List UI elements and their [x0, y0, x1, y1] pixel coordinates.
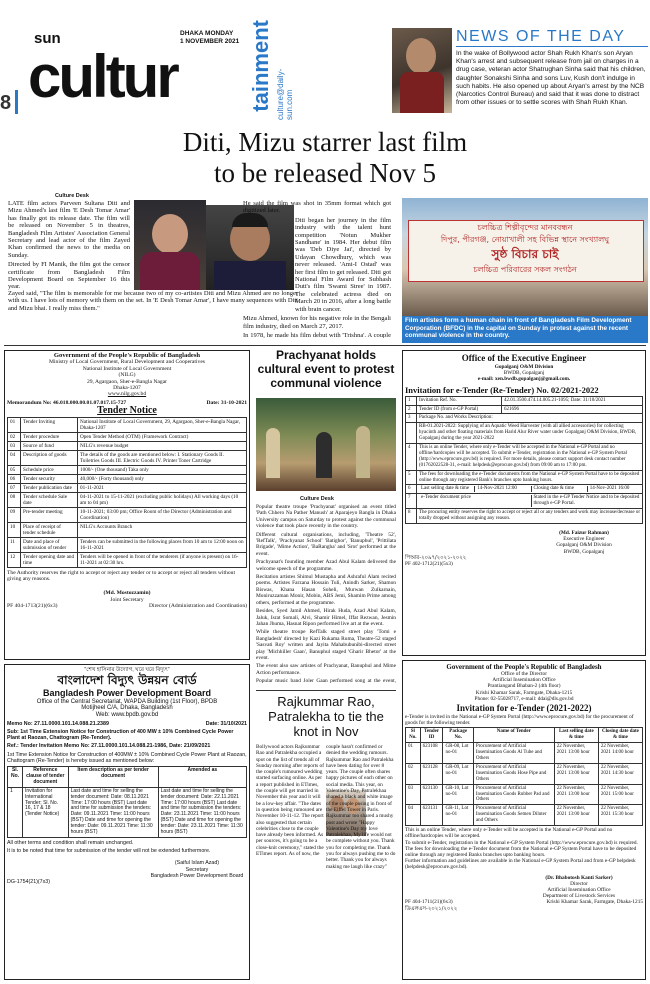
table-row [406, 405, 643, 414]
table-row [406, 509, 643, 524]
row-number: 04 [8, 450, 21, 465]
table-cell: GR-11, Lot no-01 [443, 805, 473, 826]
ai-signer-org1: Artificial Insemination Office [547, 886, 611, 893]
ai-intro: e-Tender is invited in the National e-GP System Portal (http://www.eprocure.gov.bd) for the procurement of goods for the following tender. [405, 714, 634, 727]
table-cell: Procurement of Artificial Insemination Goods Al Tube and Others [473, 743, 554, 764]
lead-headline [30, 127, 620, 189]
page-number: 8 [0, 92, 12, 114]
table-cell: 623128 [420, 763, 443, 784]
row-value: NILG's revenue budget [78, 441, 247, 450]
table-cell: Procurement of Artificial Insemination Goods Hose Pipe and Others [473, 763, 554, 784]
ai-p2: To submit e-Tender, registration in the National e-GP System Portal (http://www.eprocure.gov.bd) is required. [405, 839, 638, 846]
bwdb-signer-role: Executive Engineer [563, 536, 605, 543]
row-label: Tender schedule Sale date [21, 492, 78, 507]
row-label: Tender procedure [21, 432, 78, 441]
date-cell: Last selling date & time [421, 486, 470, 492]
row-number: 1 [406, 396, 417, 405]
table-cell: 1 [8, 787, 23, 837]
lead-col2-p1: He said the film was shot in 35mm format which got digitized later. [243, 200, 391, 215]
table-row [8, 441, 247, 450]
prachyanat-p8: Popular music band Joler Gaan performed song at the event, [256, 678, 396, 684]
nilg-table [7, 417, 247, 568]
table-row [406, 784, 643, 805]
bpdb-addr: Motijheel C/A, Dhaka, Bangladesh [81, 705, 173, 712]
rajkummar-col2: couple hasn't confirmed or denied the wedding rumours. Rajkummar Rao and Patralekha have been dating for over 8 years. The couple often shares happy pictures of each other on social media. This year, on Valentine's Day, Patralekhaa shared a black and white image of the couple posing in front of the Eiffel Tower in Paris. Rajkummar too shared a mushy post and wrote "Happy Valentine's Day my love Patralekhaa, My life would not be complete without you. Thank you for completing me. Thank you for always pushing me to do better. Thank you for always making me laugh like crazy" [326, 744, 396, 870]
banner-line4: চলচ্চিত্র পরিবারের সকল সংগঠন [473, 265, 577, 274]
news-of-day-title: NEWS OF THE DAY [456, 28, 626, 45]
table-cell: Procurement of Artificial Insemination Goods Semen Diluter and Others [473, 805, 554, 826]
row-value: The procuring entity reserves the right to accept or reject all or any tenders and work may increase/decrease or totally dropped without assigning any reason. [417, 509, 643, 524]
row-number: 3 [406, 414, 417, 423]
bwdb-heading: Invitation for e-Tender (Re-Tender) No. 02/2021-2022 [405, 384, 599, 395]
column-header: Item description as per tender document [68, 767, 158, 788]
table-cell: GR-08, Lot no-01 [443, 743, 473, 764]
row-label: Date and place of submission of tender [21, 537, 78, 552]
table-cell: Procurement of Artificial Insemination Goods Rubber Pad and Others [473, 784, 554, 805]
row-value: National Institute of Local Government, 29, Agargaon, Sher-e-Bangla Nagar, Dhaka-1207 [78, 417, 247, 432]
banner-line3: সুষ্ঠ বিচার চাই [491, 247, 559, 261]
row-label: Tender opening date and time [21, 552, 78, 567]
nilg-signer: (Md. Mostozzamin) [103, 590, 151, 597]
table-row [8, 417, 247, 432]
table-cell: 623130 [420, 784, 443, 805]
lead-col1-p2: Directed by FI Manik, the film got the censor certificate from Bangladesh Film Development Board on September 16 this year. [8, 261, 130, 291]
ai-ref: PF 404-1711(21)(6x3) [405, 899, 453, 906]
lead-col2-p2: Diti began her journey in the film industry with the talent hunt competition 'Notun Mukher Sandhane' in 1984. Her debut film was 'Deb Diye Jai', directed by Udayan Chowdhury, which was never released. 'Ami-I Ostad' was her first film to get released. Diti got National Film Award for Subhash Dutt's film 'Swami Stree' in 1987. The celebrated actress died on March 20 in 2016, after a long battle with brain cancer. [295, 216, 391, 313]
row-number: 8 [406, 509, 417, 524]
nilg-signer-role2: Director (Administration and Coordination) [148, 603, 247, 610]
bwdb-signer-org: BWDB, Gopalganj [563, 548, 605, 555]
row-label: Tender Inviting [21, 417, 78, 432]
row-value: 1000/- (One thousand) Taka only [78, 465, 247, 474]
banner-line1: চলচ্চিত্র শিল্পীবৃন্দের মানববন্ধন [477, 223, 573, 232]
table-row [406, 743, 643, 764]
date-cells [417, 494, 643, 509]
table-row [8, 483, 247, 492]
prachyanat-p1: Popular theatre troupe 'Prachyanat' organised an event titled 'Path Chhero Na Pather Manush' at Aparajeyo Bangla in Dhaka University campus on Saturday to protest against the communal violence that took place recently in the country. [256, 504, 396, 530]
bwdb-ref: PF 402-1712(21)(5x3) [405, 561, 453, 568]
ai-tender [402, 660, 646, 980]
column-header: Amended as [158, 767, 246, 788]
ai-signer: (Dr. Bhabotosh Kanti Sarker) [545, 874, 613, 881]
row-number: 03 [8, 441, 21, 450]
row-value: Tenders can be submitted in the following places from 10 am to 12:00 noon on 16-11-2021 [78, 537, 247, 552]
table-row [8, 492, 247, 507]
bwdb-email[interactable]: e-mail: xen.bwdb.gopalganj@gmail.com. [477, 376, 571, 383]
nilg-signer-role1: Joint Secretary [110, 596, 144, 603]
bpdb-footer1: All other terms and condition shall remain unchanged. [7, 840, 134, 846]
bwdb-table [405, 396, 643, 524]
brand-main: cultur [28, 43, 177, 110]
table-row [8, 552, 247, 567]
row-value: 01-11-2021 [78, 483, 247, 492]
column-header: Sl. No. [8, 767, 23, 788]
nilg-city: Dhaka-1207 [113, 385, 141, 392]
bwdb-org: BWDB, Gopalganj [503, 370, 545, 377]
bpdb-ref: Ref.: Tender Invitation Memo No: 27.11.0000.101.14.088.21-1986, Date: 21/09/2021 [7, 743, 211, 750]
ai-office: Office of the Director [501, 671, 547, 677]
ai-p1: This is an online Tender, where only e-Tender will be accepted in the National e-GP Portal and no offline/hardcopies will be accepted. [405, 827, 613, 840]
bpdb-office: Office of the Central Secretariat, WAPDA Building (1st Floor), BPDB [36, 699, 218, 706]
row-label: Tender publication date [21, 483, 78, 492]
table-cell: GR-10, Lot no-01 [443, 784, 473, 805]
ai-table [405, 727, 643, 826]
prachyanat-body [256, 504, 396, 684]
lead-col1-p1: LATE film actors Parveen Sultana Diti and Mizu Ahmed's last film 'E Desh Tomar Amar' has finally got its release date. The film will be released on November 5 in theatres, Bangladesh Film Artistes' Association General Secretary and lead actor of the film Zayed Khan confirmed the news to the media on Sunday. [8, 200, 130, 259]
row-number [406, 423, 417, 444]
row-number: 06 [8, 474, 21, 483]
row-value: 42.01.3500.474.14.005.21-1095; Date: 31/10/2021 [502, 396, 643, 405]
table-cell: 22 November, 2021 13:00 hour [554, 743, 598, 764]
prachyanat-p7: The event also saw artistes of Prachyanat, Banuphul and Mime Action performance. [256, 663, 396, 676]
rajkummar-rule [256, 690, 396, 691]
table-cell: 22 November, 2021 13:00 hour [554, 805, 598, 826]
bpdb-code: DG-1754(21)(7x3) [7, 879, 50, 886]
nilg-addr: 29, Agargaon, Sher-e-Bangla Nagar [86, 378, 168, 385]
table-row [8, 450, 247, 465]
date-cell: 14-Nov-2021 16:00 [587, 486, 640, 492]
table-row [8, 507, 247, 522]
news-rule [456, 46, 648, 47]
row-label: Pre-tender meeting [21, 507, 78, 522]
row-number: 2 [406, 405, 417, 414]
lead-desk: Culture Desk [55, 193, 89, 199]
table-row [8, 432, 247, 441]
row-number: 6 [406, 485, 417, 494]
table-row [406, 485, 643, 494]
table-row [406, 414, 643, 423]
table-cell: Last date and time for selling the tender document: Date: 22.11.2021 Time: 17:00 hours (BST) Last date and time for submission the tenders: Date: 23.11.2021 Time: 11:00 hours (BST) Date and time for opening the tender: Date: 23.11.2021 Time: 11:30 hours (BST) [158, 787, 246, 837]
bpdb-intro: 1st Time Extension Notice for Construction of 400MW ± 10% Combined Cycle Power Plant at Raozan, Chattogram (Re-Tender) is hereby issued as mentioned below: [7, 751, 247, 764]
ai-centre: Artificial Insemination Office [492, 677, 556, 684]
row-number: 12 [8, 552, 21, 567]
row-number: 5 [406, 470, 417, 485]
prachyanat-p6: While theatre troupe RefTalk staged street play 'Tomi e Bangladesh' directed by Kazi Rukama Ruma, Theatre-52 staged 'Sasvati Roy' written and Jayita Mahabubunibi-directed street play 'Michhiller Gaan', Banuphul staged 'Gharir Bhetor' at the event. [256, 629, 396, 661]
table-cell: 03 [406, 784, 421, 805]
nilg-authority: The Authority reserves the right to accept or reject any tender or to accept or reject all tenders without giving any reasons. [7, 569, 236, 583]
bpdb-footer2: It is to be noted that time for submission of the tender will not be extended furthermore. [7, 848, 211, 855]
bpdb-signer-org: Bangladesh Power Development Board [150, 872, 244, 879]
nilg-inst: National Institute of Local Government [82, 365, 172, 372]
row-number: 01 [8, 417, 21, 432]
row-label: Package No. and Works Description: [417, 414, 643, 423]
table-cell: 02 [406, 763, 421, 784]
news-of-day-body: In the wake of Bollywood actor Shah Rukh Khan's son Aryan Khan's arrest and subsequent release from jail on charges in a drug case, veteran actor Shatrughan Sinha said that his children, daughter Sonakshi Sinha and sons Luv, Kush don't indulge in such habits. He also opened up about Aryan's arrest by the NCB (Narcotics Control Bureau) and said that it was done to distract from other issues or to settle scores with Shah Rukh Khan. [456, 50, 646, 107]
bwdb-division: Gopalganj O&M Division [494, 364, 554, 370]
row-value: Open Tender Method (OTM) (Framework Contract) [78, 432, 247, 441]
lead-headline-line1: Diti, Mizu starrer last film [182, 127, 468, 157]
table-cell: 22 November, 2021 15:30 hour [598, 805, 642, 826]
ai-addr1: Prantiangand Bhaban-2 (4th floor) [487, 683, 561, 690]
masthead [0, 0, 650, 120]
ai-p3: The fees for downloading the e-Tender document from the National e-GP System Portal have to be deposited online through any registered Banks branches upto banking hours. [405, 845, 637, 858]
nilg-tender [4, 350, 250, 660]
nilg-title: Tender Notice [97, 405, 157, 417]
table-cell: 22 November, 2021 13:00 hour [554, 763, 598, 784]
section-rule [4, 345, 646, 346]
lead-col2-p4: In 1978, he made his film debut with 'Trishna'. A couple [243, 331, 391, 338]
column-header: Sl No. [406, 728, 421, 743]
column-header: Name of Tender [473, 728, 554, 743]
column-header: Closing date date & time [598, 728, 642, 743]
prachyanat-headline: Prachyanat holds cultural event to protest communal violence [257, 348, 395, 390]
table-row [406, 423, 643, 444]
table-row [8, 522, 247, 537]
row-label: Place of receipt of tender schedule [21, 522, 78, 537]
rajkummar-col1: Bollywood actors Rajkummar Rao and Patralekha occupied a spot on the list of trends all of Sunday morning after reports of the couple's rumoured wedding started surfacing online. As per a report published in ETimes, the couple will get married in November this year and it will be a low-key affair. "The dates in question being rumoured are November 10-11-12. The report also suggested that certain celebrities close to the couple have already been informed. As per sources, it's going to be a close-knit ceremony," stated the ETimes report. As of now, the [256, 744, 324, 858]
row-label: The fees for downloading the e-Tender documents from the National e-GP System Portal have to be deposited online through any registered Bank's branches upto banking hours. [417, 470, 643, 485]
lead-col2-p3: Mizu Ahmed, known for his negative role in the Bengali film industry, died on March 27, 2017. [243, 315, 391, 330]
diti-photo [134, 200, 206, 290]
row-label: Tender ID (from e-GP Portal) [417, 405, 502, 414]
table-cell: GR-09, Lot no-01 [443, 763, 473, 784]
nilg-date: Date: 31-10-2021 [206, 399, 247, 406]
ai-p4: Further information and guidelines are available in the National e-GP System Portal and from e-GP helpdesk (helpdesk@eprocure.gov.bd). [405, 858, 636, 871]
row-label: Description of goods [21, 450, 78, 465]
bpdb-sub: Sub: 1st Time Extension Notice for Construction of 400 MW ± 10% Combined Cycle Power Plant at Raozan, Chattogram (Re-Tender). [7, 729, 234, 742]
ai-signer-role: Director [570, 880, 588, 887]
table-row [406, 494, 643, 509]
row-value: 40,000/- (Forty thousand) only [78, 474, 247, 483]
date-city: DHAKA MONDAY [180, 30, 234, 37]
row-number: 4 [406, 444, 417, 471]
date-cell: 14-Nov-2021 12:00 [474, 486, 527, 492]
nilg-abbr: (NILG) [118, 372, 136, 379]
row-number: 10 [8, 522, 21, 537]
date-cells [417, 485, 643, 494]
table-row [406, 396, 643, 405]
bpdb-tender [4, 664, 250, 980]
ai-addr2: Krishi Khamar Sarak, Farmgate, Dhaka-1215 [475, 689, 573, 696]
lead-col2 [243, 200, 391, 338]
bwdb-title: Office of the Executive Engineer [461, 353, 587, 363]
bpdb-signer: (Saiful Islam Azad) [174, 860, 220, 867]
bpdb-web[interactable]: Web: www.bpdb.gov.bd [95, 711, 159, 718]
table-cell: 22 November, 2021 13:00 hour [554, 784, 598, 805]
bpdb-table [7, 766, 247, 838]
table-row [406, 444, 643, 471]
column-header: Package No. [443, 728, 473, 743]
bwdb-signer-div: Gopalganj O&M Division [556, 542, 612, 549]
table-cell: 623108 [420, 743, 443, 764]
date-cell: e-Tender document price [421, 495, 471, 501]
row-number: 05 [8, 465, 21, 474]
table-cell: 04 [406, 805, 421, 826]
row-number: 07 [8, 483, 21, 492]
bpdb-signer-role: Secretary [185, 866, 209, 873]
row-value: NILG's Accounts Branch [78, 522, 247, 537]
table-cell: 22 November, 2021 14:30 hour [598, 763, 642, 784]
row-number: 09 [8, 507, 21, 522]
row-label: Invitation Ref. No. [417, 396, 502, 405]
bwdb-ref-bn: পিআর-২০৯৭/২০২১-২০২২ [405, 554, 467, 561]
row-label: Schedule price [21, 465, 78, 474]
email[interactable]: culture@daily-sun.com [276, 68, 294, 120]
row-number: 08 [8, 492, 21, 507]
row-value: 10-11-2021; 03:00 pm; Office Room of the Director (Administration and Coordination) [78, 507, 247, 522]
banner-line2: দিপুর, পীরগঞ্জ, নোয়াখালী সহ বিভিন্ন স্থানে সংখ্যালঘু [440, 235, 610, 244]
bpdb-bn-title: বাংলাদেশ বিদ্যুৎ উন্নয়ন বোর্ড [57, 673, 197, 688]
row-number: 02 [8, 432, 21, 441]
table-row [8, 465, 247, 474]
ai-heading: Invitation for e-Tender (2021-2022) [456, 703, 592, 714]
bwdb-tender [402, 350, 646, 656]
bpdb-date: Date: 31/10/2021 [205, 720, 247, 727]
ai-phone: Phone: 02-55028717, e-mail: ddai@dls.gov.bd [474, 695, 574, 702]
accent-bar [15, 90, 18, 114]
table-cell: 01 [406, 743, 421, 764]
table-cell: 22 November, 2021 15:00 hour [598, 784, 642, 805]
rajkummar-headline: Rajkummar Rao, Patralekha to tie the knot in Nov [268, 694, 384, 739]
row-value: Tenders will be opened in front of the tenderers (if anyone is present) on 16-11-2021 at 02:30 hrs. [78, 552, 247, 567]
nilg-memo: Memorandum No: 46.018.000.00.01.07.017.15-727 [7, 399, 127, 406]
prachyanat-p3: Prachyanat's founding member Azad Abul Kalam delivered the welcome speech of the programme. [256, 559, 396, 572]
row-number: 11 [8, 537, 21, 552]
row-label: This is an online Tender, where only e-Tender will be accepted in the National e-GP Portal and no offline/hardcopies will be accepted. To submit e-Tender, registration in the National e-GP System Portal (http://www.eprocure.gov.bd) is required. For more details, please contact support desk contact number (01762022528-31, e-mail: helpdesk@eprocure.gov.bd) from 09:00 am to 17:00 pm. [417, 444, 643, 471]
date-cell: Stated in the e-GP Tender Notice and to be deposited through e-GP Portal. [531, 495, 641, 507]
ai-signer-org2: Department of Livestock Services [542, 893, 616, 900]
table-row [8, 787, 247, 837]
table-cell: 22 November, 2021 14:00 hour [598, 743, 642, 764]
column-header: Reference clause of tender document [23, 767, 69, 788]
shatrughan-photo [392, 28, 452, 113]
table-cell: Invitation for International Tender; Sl. No. 16, 17 & 18 (Tender Notice) [23, 787, 69, 837]
table-row [8, 537, 247, 552]
column-header: Tender ID [420, 728, 443, 743]
table-row [8, 474, 247, 483]
prachyanat-desk: Culture Desk [300, 496, 334, 502]
bwdb-signer: (Md. Faizur Rahman) [559, 530, 609, 537]
lead-headline-line2: to be released Nov 5 [214, 158, 436, 188]
nilg-gov: Government of the People's Republic of Bangladesh [53, 352, 201, 359]
table-row [406, 470, 643, 485]
table-cell: Last date and time for selling the tender document: Date: 08.11.2021 Time: 17:00 hours (BST) Last date and time for submission the tenders: Date: 09.11.2021 Time: 11:00 hours (BST) Date and time for opening the tender: Date: 09.11.2021 Time: 11:30 hours (BST) [68, 787, 158, 837]
protest-photo [402, 198, 648, 316]
row-number: 7 [406, 494, 417, 509]
row-label: Tender security [21, 474, 78, 483]
prachyanat-p4: Recitation artistes Shimul Mustapha and Ashraful Alam recited poems. Artistes Farzana Hossain Tuli, Anindh Sarker, Shamon Biswas, Khana Hasan Soheli, Murwan Zulkarnain, Moniruzzaman Monir, Mobin, ABS Jemi, Shamim Prime among others, performed at the programme. [256, 574, 396, 606]
ai-ref-bn: ডিএলএস-২০২১/২০২২ [405, 905, 458, 912]
nilg-ref: PF 404-1713(21)(6x3) [7, 603, 58, 610]
prachyanat-photo [256, 398, 396, 491]
table-row [406, 763, 643, 784]
ai-signer-addr: Krishi Khamar Sarak, Farmgate, Dhaka-1215 [546, 899, 643, 906]
table-row [406, 805, 643, 826]
protest-caption: Film artistes form a human chain in front of Bangladesh Film Development Corporation (BFDC) in the capital on Sunday in protest against the recent communal violence in the country. [402, 316, 648, 343]
date-full: 1 NOVEMBER 2021 [180, 38, 240, 45]
bpdb-motto: "শেখ হাসিনার উদ্যোগ, ঘরে ঘরে বিদ্যুৎ" [84, 667, 170, 673]
row-label: Source of fund [21, 441, 78, 450]
brand-small: sun [34, 30, 61, 47]
prachyanat-p2: Different cultural organisations, including, 'Theatre 52', 'RefTalk', 'Prachyanat School' 'Batighor', 'Banuphul', 'Prittilata Brigade', 'Mime Action', 'BaRangha' and 'Srot' performed at the event. [256, 531, 396, 557]
row-value: 621696 [502, 405, 643, 414]
lead-col1-p3: Zayed said, "The film is memorable for me because two of my co-artistes Diti and Mizu Ahmed are no longer with us. I have lots of memory with them on the set. In 'E Desh Tomar Amar', I have many sequences with Diti and Mizu bhai. I really miss them." [8, 290, 298, 312]
table-cell: 623131 [420, 805, 443, 826]
row-label: RB-01.2021-2022: Supplying of an Aquatic Weed Harvester (with all allied accessories) for collecting hyacinth and other floating materials from Harid Alur River water under Gopalganj O&M Division, BWDB, Gopalganj during the year 2021-2022 [417, 423, 643, 444]
ai-gov: Government of the People's Republic of Bangladesh [446, 663, 602, 671]
row-value: The details of the goods are mentioned below: I. Stationary Goods II. Toiletries Goods III. Electric Goods IV. Printer Toner Cartridge [78, 450, 247, 465]
row-value: 04-11-2021 to 15-11-2021 (excluding public holidays) All working days (10 am to 04 pm) [78, 492, 247, 507]
nilg-ministry: Ministry of Local Government, Rural Development and Cooperatives [49, 359, 205, 366]
nilg-web[interactable]: www.nilg.gov.bd [107, 391, 147, 398]
date-cell: Closing date & time [531, 486, 584, 492]
bpdb-memo: Memo No: 27.11.0000.101.14.088.21.2389 [7, 720, 109, 727]
column-header: Last selling date & time [554, 728, 598, 743]
brand-vertical: tainment [248, 20, 273, 112]
bpdb-title: Bangladesh Power Development Board [42, 688, 212, 699]
prachyanat-p5: Besides, Syed Jamil Ahmed, Hirak Huda, Azad Abul Kalam, Jaluk, Israt Somali, Alvi, Shamir Himel, Iffat Rezwan, Jesmin Jahan Jhuma, Hasnat Ripon performed live art at the event. [256, 608, 396, 627]
